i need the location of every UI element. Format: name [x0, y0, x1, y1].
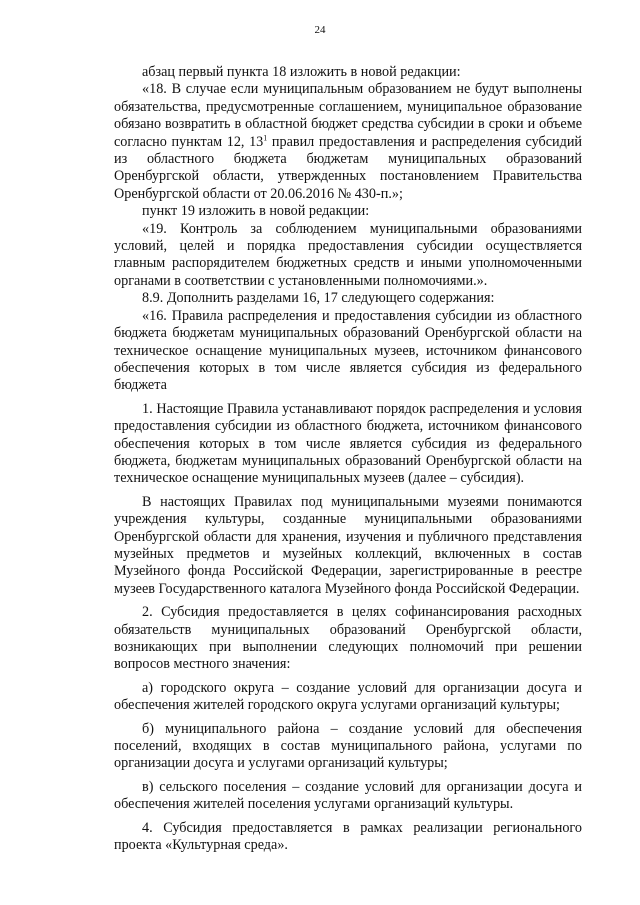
paragraph-item-a: а) городского округа – создание условий для организации досуга и обеспечения жителей городского округа услугами организаций культуры; — [114, 679, 582, 714]
paragraph-rule-1: 1. Настоящие Правила устанавливают порядок распределения и условия предоставления субсидии из областного бюджета, источником финансового обеспечения которых в том числе является субсидия из федерального бюджета, бюджетам муниципальных образований Оренбургской области на техническое оснащение муниципальных музеев (далее – субсидия). — [114, 400, 582, 487]
page-number: 24 — [314, 24, 326, 36]
paragraph-intro-19: пункт 19 изложить в новой редакции: — [142, 203, 370, 220]
document-body — [114, 64, 582, 854]
paragraph-18-tail: правил предоставления и распределения субсидий из областного бюджета бюджетам муниципальных образований Оренбургской области, утвержденных постановлением Правительства Оренбургской области от 20.06.2016 № 430-п.»; — [114, 133, 582, 202]
paragraph-item-c: в) сельского поселения – создание условий для организации досуга и обеспечения жителей поселения услугами организаций культуры. — [114, 778, 582, 813]
paragraph-rule-2: 2. Субсидия предоставляется в целях софинансирования расходных обязательств муниципальных образований Оренбургской области, возникающих при выполнении следующих полномочий при решении вопросов местного значения: — [114, 604, 582, 673]
paragraph-item-b: б) муниципального района – создание условий для обеспечения поселений, входящих в состав муниципального района, услугами по организации досуга и услугами организаций культуры; — [114, 720, 582, 772]
paragraph-rule-4: 4. Субсидия предоставляется в рамках реализации регионального проекта «Культурная среда». — [114, 819, 582, 854]
paragraph-18-text: «18. В случае если муниципальным образованием не будут выполнены обязательства, предусмотренные соглашением, муниципальное образование обязано возвратить в областной бюджет средства субсидии в сроки и объеме согласно пунктам 12, 13 — [114, 81, 582, 150]
paragraph-19: «19. Контроль за соблюдением муниципальными образованиями условий, целей и порядка предоставления субсидии осуществляется главным распорядителем бюджетных средств и иными уполномоченными органами в соответствии с установленными полномочиями.». — [114, 220, 582, 289]
paragraph-18 — [114, 81, 582, 203]
section-16-title: «16. Правила распределения и предоставления субсидии из областного бюджета бюджетам муниципальных образований Оренбургской области на техническое оснащение муниципальных музеев, источником финансового обеспечения которых в том числе является субсидия из федерального бюджета — [114, 307, 582, 394]
paragraph-intro-18: абзац первый пункта 18 изложить в новой редакции: — [142, 64, 461, 80]
footnote-superscript: 1 — [263, 132, 268, 142]
paragraph-8-9: 8.9. Дополнить разделами 16, 17 следующего содержания: — [142, 290, 495, 307]
paragraph-museums-definition: В настоящих Правилах под муниципальными музеями понимаются учреждения культуры, созданные муниципальными образованиями Оренбургской области для хранения, изучения и публичного представления музейных предметов и музейных коллекций, включенных в состав Музейного фонда Российской Федерации, зарегистрированные в реестре музеев Государственного каталога Музейного фонда Российской Федерации. — [114, 493, 582, 597]
